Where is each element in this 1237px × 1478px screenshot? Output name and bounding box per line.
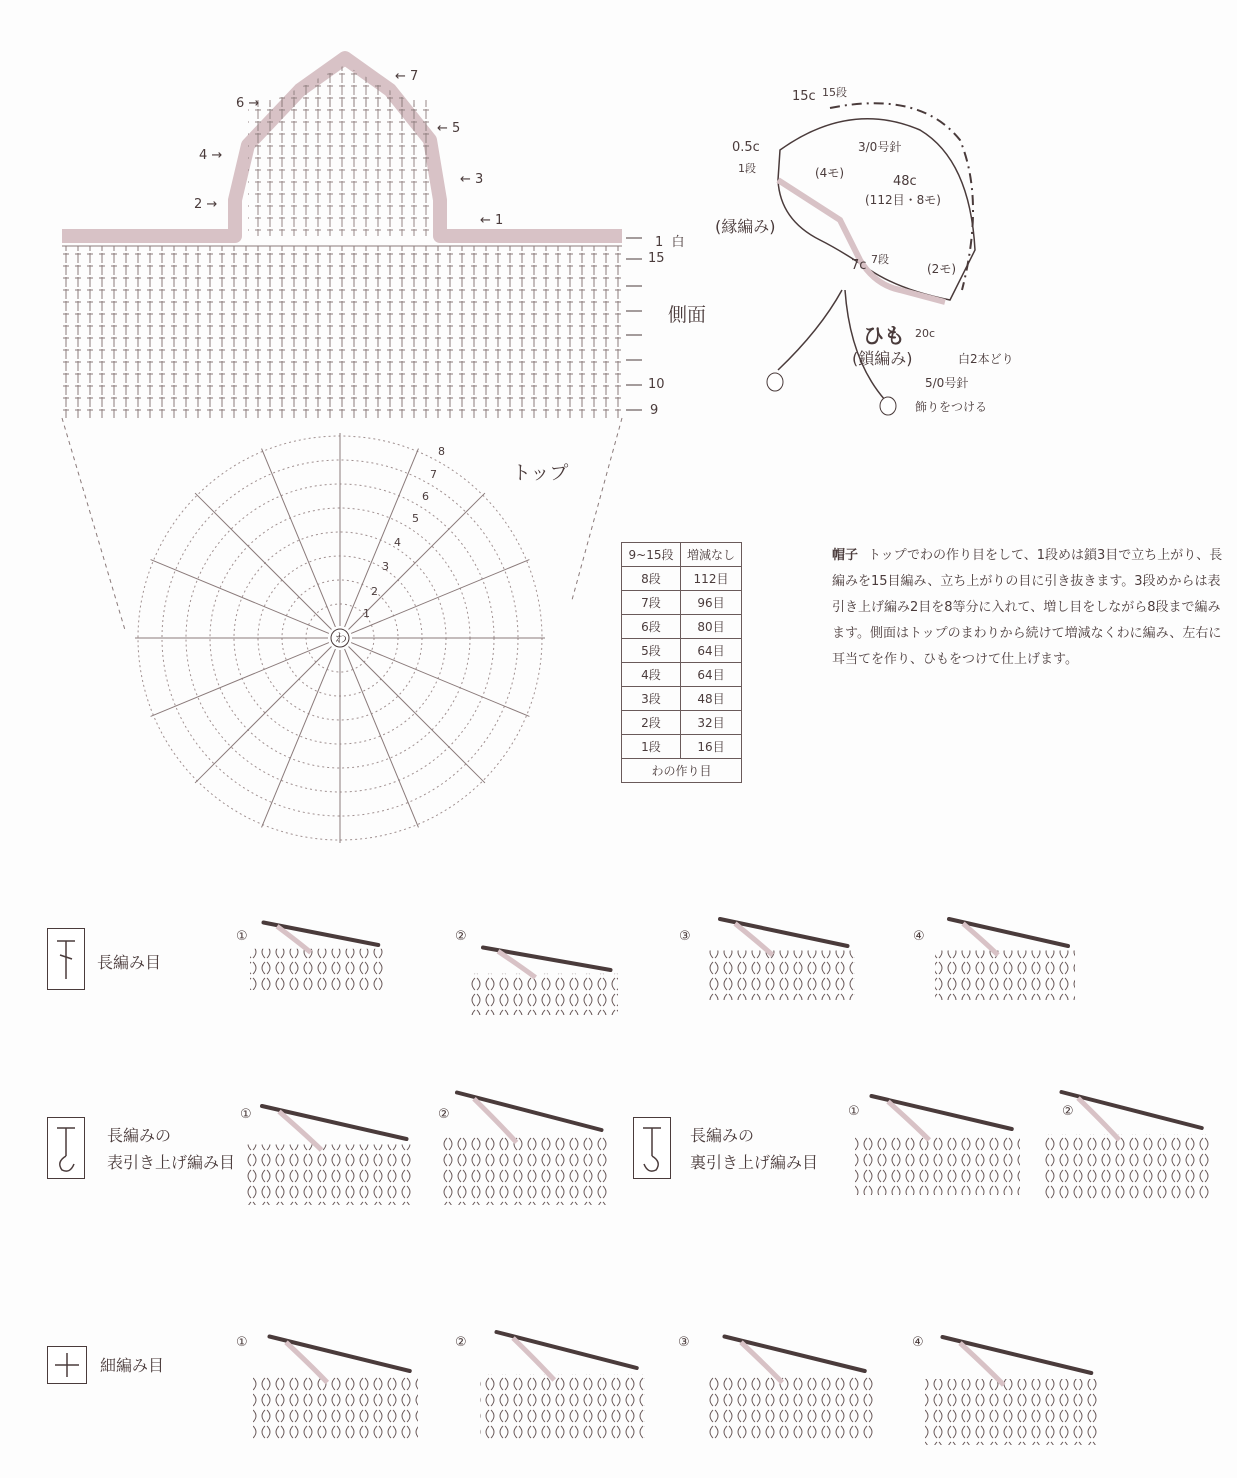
legend-bp-label-1: 長編みの [690,1126,755,1145]
ear-flap-body [248,100,433,236]
center-ring-label: わ [335,631,348,645]
top-label: トップ [512,462,569,484]
knit-fabric [468,974,618,1015]
border-row-label-4: 4 → [199,148,223,163]
knit-fabric [250,949,385,990]
side-label: 側面 [668,304,707,326]
knit-fabric [245,1145,415,1206]
dc-step-2: ② [455,929,467,944]
hat-length-15c: 15c [792,89,816,104]
stitch-count-cell: 64目 [681,639,742,663]
border-row-label-6: 6 → [236,96,260,111]
border-row-label-7: ← 7 [395,69,419,84]
table-footer-cell: わの作り目 [622,759,742,783]
fp-step-2: ② [438,1107,450,1122]
crochet-hook [262,1106,407,1139]
stitch-illustrations [0,880,1237,1478]
sc-step-3: ③ [678,1335,690,1350]
round-cell: 6段 [622,615,681,639]
sc-step-4: ④ [912,1335,924,1350]
bp-step-2: ② [1062,1104,1074,1119]
stitch-spoke [151,643,329,717]
hat-edging: (縁編み) [715,217,776,236]
dc-step-4: ④ [913,929,925,944]
stitch-count-cell: 16目 [681,735,742,759]
hat-yarn-note: 白2本どり [958,352,1014,366]
stitch-count-cell: 112目 [681,567,742,591]
guide-left [62,418,125,630]
knit-fabric [925,1379,1100,1445]
round-label-1: 1 [363,607,370,620]
table-header-row [622,543,742,567]
table-row [622,711,742,735]
knit-fabric [1045,1134,1210,1200]
crochet-hook [943,1337,1092,1373]
increase-table [621,542,742,783]
guide-right [572,418,622,600]
description-text: トップでわの作り目をして、1段めは鎖3目で立ち上がり、長編みを15目編み、立ち上がりの目に引き抜きます。3段めからは表引き上げ編み2目を8等分に入れて、増し目をしながら8段まで編みます。側面はトップのまわりから続けて増減なくわに編み、左右に耳当てを作り、ひもをつけて仕上げます。 [832,548,1223,667]
legend-fp-label-1: 長編みの [107,1126,172,1145]
hat-ornament-label: 飾りをつける [915,400,988,414]
side-row-1-label: 1 白 [655,235,685,250]
crochet-hook [483,948,611,971]
round-label-2: 2 [371,585,378,598]
knit-fabric [440,1136,610,1205]
round-cell: 3段 [622,687,681,711]
side-row-arrows [626,238,642,410]
description-title: 帽子 [832,548,859,563]
dc-step-3: ③ [679,929,691,944]
hat-length-7c: 7c [851,258,867,273]
legend-dc-label: 長編み目 [97,953,162,972]
border-row-label-1: ← 1 [480,213,504,228]
knit-fabric [253,1377,418,1440]
crochet-hook [264,923,379,946]
round-cell: 4段 [622,663,681,687]
crochet-hook [1062,1092,1202,1128]
legend-fp-label-2: 表引き上げ編み目 [107,1153,236,1172]
hat-length-48c: 48c [893,174,917,189]
table-row [622,639,742,663]
ornament-right [880,397,896,415]
round-cell: 8段 [622,567,681,591]
hat-cord-length: 20c [915,327,936,340]
stitch-spoke [345,449,419,627]
sc-step-1: ① [236,1335,248,1350]
crochet-hook [872,1096,1012,1129]
legend-bp-label-2: 裏引き上げ編み目 [690,1153,819,1172]
side-row-15-label: 15 [648,251,665,266]
crochet-hook [720,919,848,946]
knit-fabric [935,951,1075,1001]
stitch-count-cell: 80目 [681,615,742,639]
round-cell: 9~15段 [622,543,681,567]
crochet-hook [949,919,1068,946]
table-row [622,735,742,759]
stitch-spoke [262,649,336,827]
stitch-count-cell: 32目 [681,711,742,735]
hat-stitches-112: (112目・8モ) [865,193,941,207]
round-cell: 1段 [622,735,681,759]
hat-rows-15: 15段 [822,86,847,99]
stitch-spoke [351,643,529,717]
stitch-spoke [195,646,331,782]
knit-fabric [855,1135,1020,1196]
hat-needle-main: 3/0号針 [858,140,902,154]
hat-length-05c: 0.5c [732,140,760,155]
stitch-spoke [348,646,484,782]
hat-needle-cord: 5/0号針 [925,376,969,390]
round-label-5: 5 [412,512,419,525]
table-row [622,687,742,711]
table-row [622,567,742,591]
ornament-left [767,373,783,391]
round-label-4: 4 [394,536,401,549]
side-row-10-label: 10 [648,377,665,392]
knit-fabric [705,951,855,1001]
hat-4mo: (4モ) [815,166,844,180]
side-band [62,246,622,418]
bp-step-1: ① [848,1104,860,1119]
stitch-spoke [345,649,419,827]
legend-sc-label: 細編み目 [100,1356,165,1375]
border-row-label-2: 2 → [194,197,218,212]
crochet-hook [725,1337,865,1372]
dc-step-1: ① [236,929,248,944]
stitch-count-cell: 96目 [681,591,742,615]
table-row [622,615,742,639]
crochet-hook [270,1337,410,1372]
fp-step-1: ① [240,1107,252,1122]
table-row [622,591,742,615]
hat-cord: ひも [863,324,905,348]
round-label-8: 8 [438,445,445,458]
round-cell: 7段 [622,591,681,615]
knit-fabric [480,1374,645,1440]
sc-step-2: ② [455,1335,467,1350]
round-label-6: 6 [422,490,429,503]
table-row [622,663,742,687]
stitch-spoke [262,449,336,627]
stitch-count-cell: 48目 [681,687,742,711]
round-cell: 5段 [622,639,681,663]
hat-2mo: (2モ) [927,262,956,276]
border-row-label-3: ← 3 [460,172,484,187]
border-row-label-5: ← 5 [437,121,461,136]
round-label-3: 3 [382,560,389,573]
knit-fabric [708,1377,873,1440]
stitch-spoke [151,560,329,634]
round-cell: 2段 [622,711,681,735]
side-row-9-label: 9 [650,403,659,418]
stitch-count-cell: 64目 [681,663,742,687]
description [832,543,1232,673]
crochet-hook [497,1332,637,1368]
round-label-7: 7 [430,468,437,481]
hat-rows-1: 1段 [738,162,756,175]
hat-chain: (鎖編み) [852,349,913,368]
stitch-count-cell: 増減なし [681,543,742,567]
table-footer-row [622,759,742,783]
hat-rows-7: 7段 [871,253,889,266]
cord-left [778,290,842,370]
crochet-hook [457,1093,602,1131]
